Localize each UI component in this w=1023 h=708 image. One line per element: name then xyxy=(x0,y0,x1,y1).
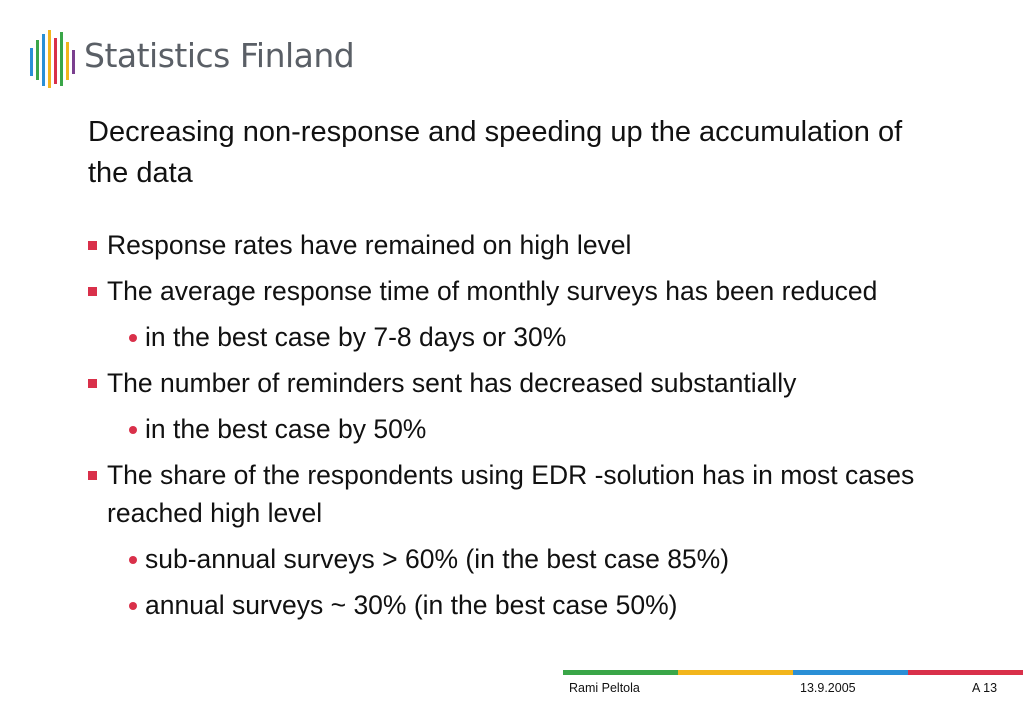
bullet-text: The share of the respondents using EDR -solution has in most cases reached high level xyxy=(107,460,915,528)
sub-bullet-item xyxy=(88,540,968,578)
logo-bars-icon xyxy=(28,28,78,90)
sub-bullet-text: in the best case by 50% xyxy=(145,414,427,444)
bullet-text: Response rates have remained on high level xyxy=(107,230,632,260)
sub-bullet-text: annual surveys ~ 30% (in the best case 50%) xyxy=(145,590,678,620)
round-bullet-icon xyxy=(129,426,137,434)
footer-bar-segment-green xyxy=(563,670,678,675)
sub-bullet-text: in the best case by 7-8 days or 30% xyxy=(145,322,567,352)
statistics-finland-logo xyxy=(28,28,358,92)
bullet-text: The average response time of monthly surveys has been reduced xyxy=(107,276,878,306)
square-bullet-icon xyxy=(88,241,97,250)
footer-author: Rami Peltola xyxy=(569,681,640,695)
brand-name: Statistics Finland xyxy=(84,36,355,75)
footer-color-bar xyxy=(563,670,1023,675)
slide-title: Decreasing non-response and speeding up the accumulation of the data xyxy=(88,116,903,189)
bullet-list xyxy=(88,226,968,632)
round-bullet-icon xyxy=(129,334,137,342)
sub-bullet-item xyxy=(88,318,968,356)
sub-bullet-text: sub-annual surveys > 60% (in the best case 85%) xyxy=(145,544,730,574)
footer-bar-segment-yellow xyxy=(678,670,793,675)
footer-date: 13.9.2005 xyxy=(800,681,856,695)
footer-bar-segment-blue xyxy=(793,670,908,675)
bullet-item xyxy=(88,226,968,264)
square-bullet-icon xyxy=(88,379,97,388)
bullet-item xyxy=(88,272,968,310)
bullet-item xyxy=(88,456,968,532)
bullet-text: The number of reminders sent has decreased substantially xyxy=(107,368,797,398)
round-bullet-icon xyxy=(129,602,137,610)
sub-bullet-item xyxy=(88,586,968,624)
footer-bar-segment-red xyxy=(908,670,1023,675)
square-bullet-icon xyxy=(88,471,97,480)
bullet-item xyxy=(88,364,968,402)
round-bullet-icon xyxy=(129,556,137,564)
footer-page-number: A 13 xyxy=(972,681,998,695)
sub-bullet-item xyxy=(88,410,968,448)
square-bullet-icon xyxy=(88,287,97,296)
